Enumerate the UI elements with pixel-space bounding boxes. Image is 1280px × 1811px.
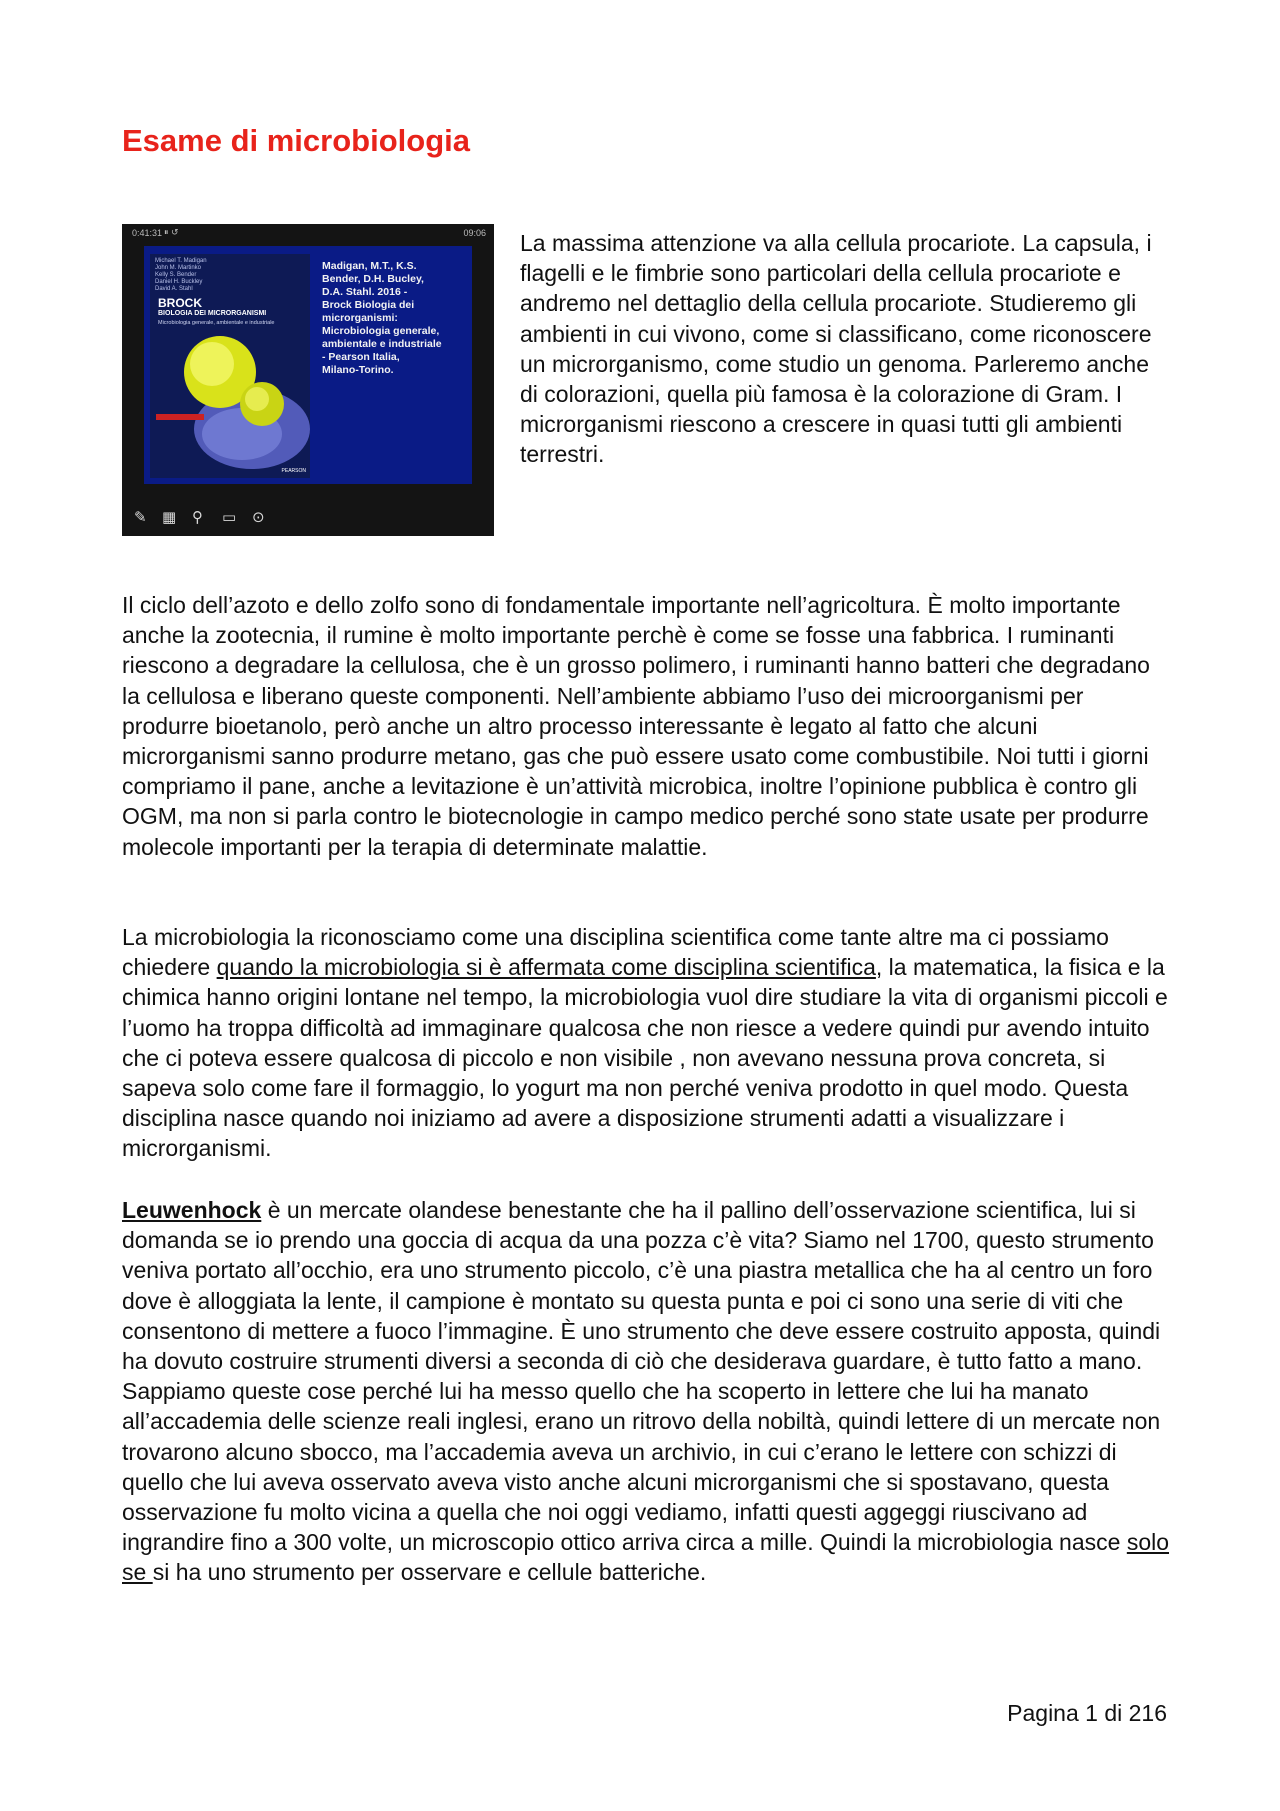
slide-time: 0:41:31 [132, 228, 163, 238]
book-authors: Michael T. Madigan John M. Martinko Kelly S. Bender Daniel H. Buckley David A. Stahl [155, 258, 207, 292]
screen-icon[interactable]: ▭ [222, 509, 237, 526]
intro-paragraph: La massima attenzione va alla cellula procariote. La capsula, i flagelli e le fimbrie sono particolari della cellula procariote e andremo nel dettaglio della cellula procariote. Studieremo gli ambienti in cui vivono, come si classificano, come riconoscere un microrganismo, come studio un genoma. Parleremo anche di colorazioni, quella più famosa è la colorazione di Gram. I microrganismi riescono a crescere in quasi tutti gli ambienti terrestri. [520, 230, 1152, 468]
slide-controls: ⏸ ↺ [164, 227, 179, 237]
book-publisher: PEARSON [281, 468, 306, 474]
pen-icon[interactable]: ✎ [134, 509, 147, 526]
book-subtitle: BIOLOGIA DEI MICRORGANISMI [158, 310, 267, 317]
slide-toolbar [122, 498, 494, 536]
slide-screen [144, 246, 472, 484]
book-subtitle-2: Microbiologia generale, ambientale e industriale [158, 320, 275, 326]
microbe-illustration [150, 254, 310, 478]
p3-text-a: è un mercate olandese benestante che ha il pallino dell’osservazione scientifica, lui si domanda se io prendo una goccia di acqua da una pozza c’è vita? Siamo nel 1700, questo strumento veniva portato all’occhio, era uno strumento piccolo, c’è una piastra metallica che ha al centro un foro dove è alloggiata la lente, il campione è montato su questa punta e poi ci sono una serie di viti che consentono di mettere a fuoco l’immagine. È uno strumento che deve essere costruito apposta, quindi ha dovuto costruire strumenti diversi a seconda di ciò che desiderava guardare, è tutto fatto a mano. Sappiamo queste cose perché lui ha messo quello che ha scoperto in lettere che lui ha manato all’accademia delle scienze reali inglesi, erano un ritrovo della nobiltà, quindi lettere di un mercate non trovarono alcuno sbocco, ma l’accademia aveva un archivio, in cui c’erano le lettere con schizzi di quello che lui aveva osservato aveva visto anche alcuni microrganismi che si spostavano, questa osservazione fu molto vicina a quella che noi oggi vediamo, infatti questi aggeggi riuscivano ad ingrandire fino a 300 volte, un microscopio ottico arriva circa a mille. Quindi la microbiologia nasce [122, 1197, 1161, 1556]
p2-text-b: , la matematica, la fisica e la chimica hanno origini lontane nel tempo, la microbiologia vuol dire studiare la vita di organismi piccoli e l’uomo ha troppa difficoltà ad immaginare qualcosa che non riesce a vedere quindi pur avendo intuito che ci poteva essere qualcosa di piccolo e non visibile , non avevano nessuna prova concreta, si sapeva solo come fare il formaggio, lo yogurt ma non perché veniva prodotto in quel modo. Questa disciplina nasce quando noi iniziamo ad avere a disposizione strumenti adatti a visualizzare i microrganismi. [122, 954, 1168, 1162]
p3-underlined: solo se [122, 1529, 1170, 1586]
zoom-icon[interactable]: ⚲ [192, 509, 203, 526]
leuwenhock-name: Leuwenhock [122, 1197, 262, 1223]
paragraph-leuwenhock [122, 1195, 1172, 1588]
p2-text-a: La microbiologia la riconosciamo come una disciplina scientifica come tante altre ma ci possiamo chiedere [122, 924, 1109, 981]
grid-icon[interactable]: ▦ [162, 509, 177, 526]
book-brand: BROCK [158, 296, 202, 310]
paragraph-nitrogen-cycle: Il ciclo dell’azoto e dello zolfo sono di fondamentale importante nell’agricoltura. È molto importante anche la zootecnia, il rumine è molto importante perchè è come se fosse una fabbrica. I ruminanti riescono a degradare la cellulosa, che è un grosso polimero, i ruminanti hanno batteri che degradano la cellulosa e liberano queste componenti. Nell’ambiente abbiamo l’uso dei microorganismi per produrre bioetanolo, però anche un altro processo interessante è legato al fatto che alcuni microrganismi sanno produrre metano, gas che può essere usato come combustibile. Noi tutti i giorni compriamo il pane, anche a levitazione è un’attività microbica, inoltre l’opinione pubblica è contro gli OGM, ma non si parla contro le biotecnologie in campo medico perché sono state usate per produrre molecole importanti per la terapia di determinate malattie. [122, 592, 1150, 860]
page-number: Pagina 1 di 216 [1007, 1700, 1167, 1726]
p2-underlined-question: quando la microbiologia si è affermata come disciplina scientifica [216, 954, 876, 981]
page-title: Esame di microbiologia [122, 123, 470, 158]
p3-text-b: si ha uno strumento per osservare e cellule batteriche. [152, 1559, 707, 1586]
more-icon[interactable]: ⊙ [252, 509, 265, 526]
slide-reference-text: Madigan, M.T., K.S. Bender, D.H. Bucley, D.A. Stahl. 2016 - Brock Biologia dei microrganismi: Microbiologia generale, ambientale e industriale - Pearson Italia, Milano-Torino. [322, 260, 442, 376]
paragraph-microbiology-origin [122, 922, 1172, 1164]
slide-end-time: 09:06 [463, 228, 486, 238]
book-cover [150, 254, 310, 478]
slide-image [122, 224, 494, 536]
book-red-bar [156, 414, 204, 420]
slide-top-bar [122, 224, 494, 242]
